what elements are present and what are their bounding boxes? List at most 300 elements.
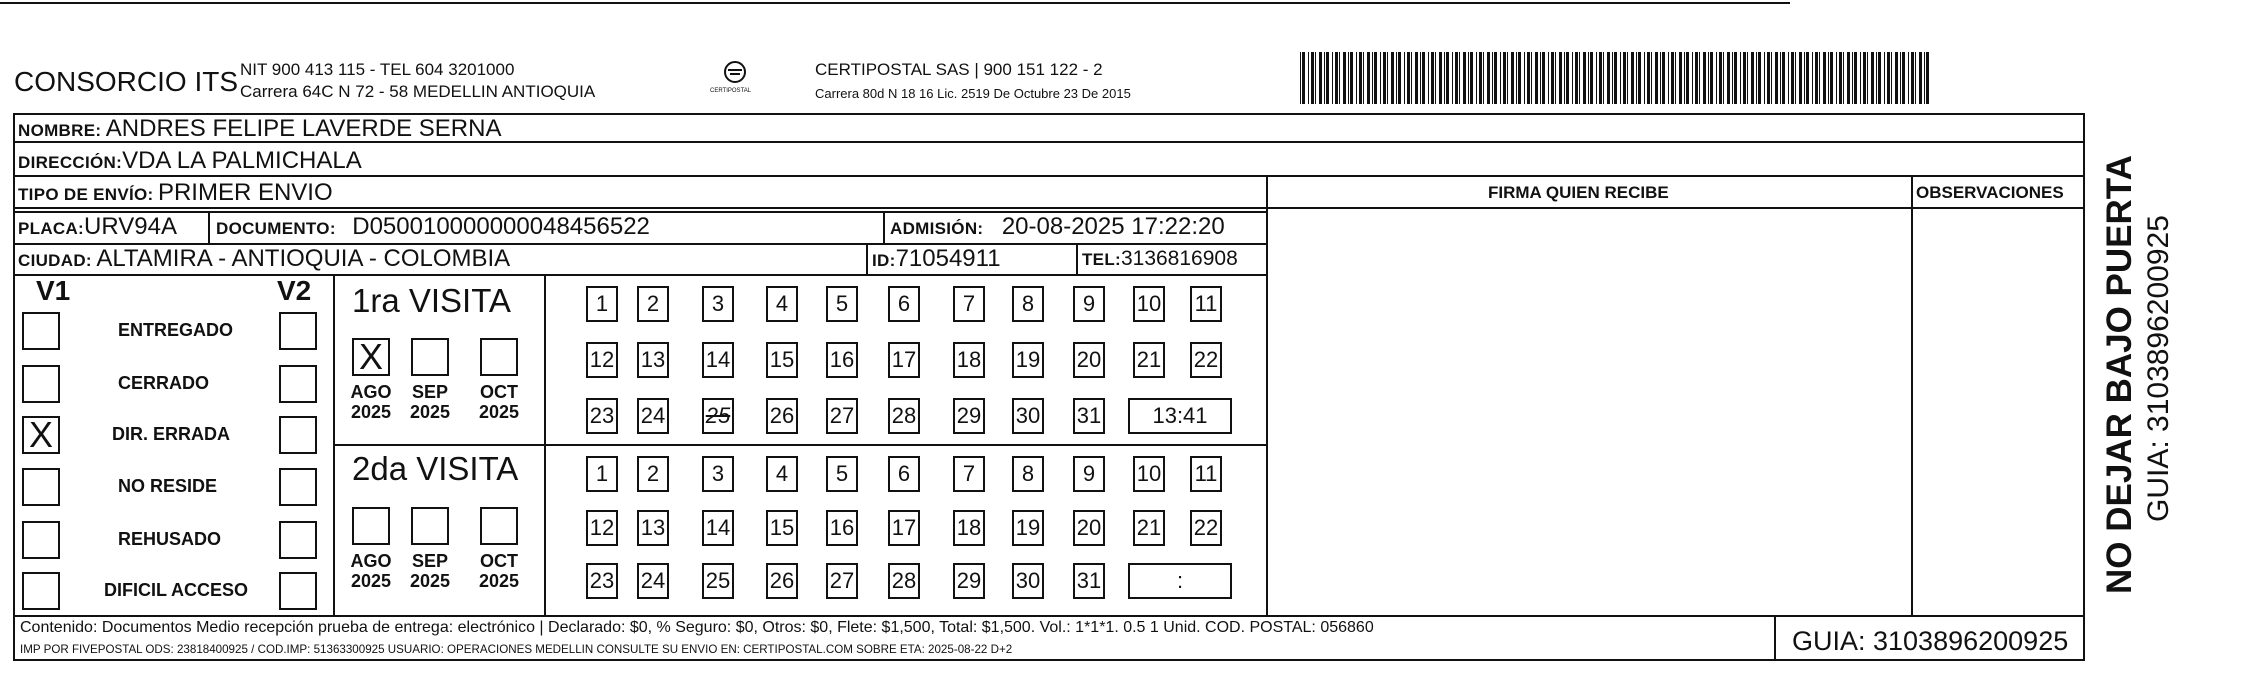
barcode-bar: [1579, 52, 1580, 104]
barcode-bar: [1551, 52, 1554, 104]
placa-divider: [208, 211, 210, 243]
barcode-bar: [1854, 52, 1857, 104]
barcode-bar: [1542, 52, 1545, 104]
barcode-bar: [1511, 52, 1514, 104]
tel-divider: [1076, 243, 1078, 274]
documento-cell: [216, 213, 650, 241]
day-cell[interactable]: 5: [826, 456, 858, 492]
barcode-bar: [1308, 52, 1309, 104]
barcode-bar: [1428, 52, 1429, 104]
day-cell[interactable]: 11: [1190, 286, 1222, 322]
visit2-title: 2da VISITA: [352, 450, 519, 487]
day-cell[interactable]: 16: [826, 342, 858, 378]
barcode-bar: [1812, 52, 1813, 104]
day-cell[interactable]: 28: [888, 563, 920, 599]
day-cell[interactable]: 26: [766, 563, 798, 599]
day-cell[interactable]: 3: [702, 286, 734, 322]
day-cell[interactable]: 25: [702, 398, 734, 434]
obs-left-border: [1911, 175, 1913, 615]
day-cell[interactable]: 9: [1073, 456, 1105, 492]
time-field[interactable]: :: [1128, 563, 1232, 599]
direccion-value: VDA LA PALMICHALA: [122, 147, 362, 174]
v1-label: V1: [36, 275, 71, 306]
admision-value: 20-08-2025 17:22:20: [1001, 213, 1225, 240]
barcode-bar: [1815, 52, 1818, 104]
barcode-bar: [1396, 52, 1397, 104]
barcode-bar: [1647, 52, 1650, 104]
nombre-value: ANDRES FELIPE LAVERDE SERNA: [105, 115, 502, 142]
barcode-bar: [1398, 52, 1401, 104]
barcode-bar: [1404, 52, 1405, 104]
tipo-label: TIPO DE ENVÍO:: [18, 185, 154, 204]
admision-divider: [883, 211, 885, 243]
barcode-bar: [1483, 52, 1484, 104]
side-guia: GUIA: 3103896200925: [2142, 215, 2175, 522]
tel-value: 3136816908: [1120, 247, 1238, 270]
barcode-bar: [1782, 52, 1785, 104]
placa-cell: [18, 213, 177, 241]
day-cell[interactable]: 22: [1190, 510, 1222, 546]
day-cell[interactable]: 19: [1012, 342, 1044, 378]
day-cell[interactable]: 8: [1012, 456, 1044, 492]
day-cell[interactable]: 15: [766, 510, 798, 546]
barcode-bar: [1908, 52, 1909, 104]
barcode-bar: [1452, 52, 1453, 104]
documento-value: D050010000000048456522: [352, 213, 650, 240]
barcode-bar: [1732, 52, 1733, 104]
v2-checkbox[interactable]: [279, 468, 317, 506]
barcode-bar: [1887, 52, 1890, 104]
month-name: AGO: [350, 382, 392, 402]
barcode-bar: [1876, 52, 1877, 104]
company-address: Carrera 64C N 72 - 58 MEDELLIN ANTIOQUIA: [240, 82, 596, 101]
v1-checkbox[interactable]: X: [22, 416, 60, 454]
barcode-bar: [1699, 52, 1700, 104]
day-cell[interactable]: 24: [637, 398, 669, 434]
barcode-bar: [1356, 52, 1357, 104]
v2-checkbox[interactable]: [279, 572, 317, 610]
barcode-bar: [1383, 52, 1386, 104]
barcode-bar: [1692, 52, 1693, 104]
barcode-bar: [1335, 52, 1338, 104]
day-cell[interactable]: 15: [766, 342, 798, 378]
month-checkbox[interactable]: [480, 338, 518, 376]
month-name: OCT: [480, 551, 518, 571]
day-cell[interactable]: 5: [826, 286, 858, 322]
barcode-bar: [1852, 52, 1853, 104]
month-name: SEP: [411, 551, 449, 571]
barcode-bar: [1878, 52, 1881, 104]
month-year: 2025: [350, 571, 392, 591]
placa-value: URV94A: [84, 213, 177, 240]
tipo-value: PRIMER ENVIO: [157, 179, 333, 206]
month-label: [346, 551, 396, 591]
month-checkbox[interactable]: [411, 507, 449, 545]
barcode-bar: [1540, 52, 1541, 104]
v2-checkbox[interactable]: [279, 416, 317, 454]
barcode-bar: [1446, 52, 1449, 104]
day-cell[interactable]: 2: [637, 456, 669, 492]
barcode-bar: [1455, 52, 1458, 104]
barcode-bar: [1836, 52, 1837, 104]
barcode-bar: [1791, 52, 1794, 104]
logo-caption: CERTIPOSTAL: [710, 88, 752, 94]
month-year: 2025: [409, 571, 451, 591]
day-cell[interactable]: 27: [826, 398, 858, 434]
barcode-bar: [1468, 52, 1469, 104]
day-cell[interactable]: 4: [766, 456, 798, 492]
company-name: CONSORCIO ITS: [14, 66, 239, 97]
barcode-bar: [1548, 52, 1549, 104]
day-cell[interactable]: 12: [586, 510, 618, 546]
barcode-bar: [1343, 52, 1346, 104]
month-checkbox[interactable]: [411, 338, 449, 376]
barcode-bar: [1751, 52, 1754, 104]
barcode-bar: [1518, 52, 1521, 104]
barcode-bar: [1915, 52, 1916, 104]
barcode-bar: [1780, 52, 1781, 104]
barcode-bar: [1326, 52, 1329, 104]
barcode-bar: [1636, 52, 1637, 104]
month-checkbox[interactable]: [480, 507, 518, 545]
barcode-bar: [1895, 52, 1898, 104]
month-name: OCT: [480, 382, 518, 402]
barcode-bar: [1631, 52, 1634, 104]
barcode-bar: [1444, 52, 1445, 104]
day-cell[interactable]: 10: [1133, 286, 1165, 322]
barcode-bar: [1302, 52, 1305, 104]
day-cell[interactable]: 2: [637, 286, 669, 322]
company-nit: NIT 900 413 115 - TEL 604 3201000: [240, 60, 515, 79]
v1-checkbox[interactable]: [22, 468, 60, 506]
barcode-bar: [1804, 52, 1805, 104]
barcode-bar: [1596, 52, 1597, 104]
tipo-row: [18, 179, 333, 207]
barcode-bar: [1507, 52, 1508, 104]
day-cell[interactable]: 9: [1073, 286, 1105, 322]
barcode-bar: [1703, 52, 1706, 104]
certipostal-address: Carrera 80d N 18 16 Lic. 2519 De Octubre 23 De 2015: [815, 86, 1131, 101]
footer-content: Contenido: Documentos Medio recepción prueba de entrega: electrónico | Declarado: $0, % Seguro: $0, Otros: $0, Flete: $1,500, Total: $1,500. Vol.: 1*1*1. 0.5 1 Unid. COD. POSTAL: 056860: [20, 619, 1374, 636]
barcode-bar: [1771, 52, 1772, 104]
barcode-bar: [1527, 52, 1530, 104]
status-label: CERRADO: [118, 373, 210, 393]
barcode-bar: [1531, 52, 1532, 104]
barcode-bar: [1348, 52, 1349, 104]
barcode-bar: [1623, 52, 1626, 104]
barcode-bar: [1911, 52, 1914, 104]
month-label: [474, 382, 524, 422]
barcode-bar: [1535, 52, 1538, 104]
day-cell[interactable]: 1: [586, 456, 618, 492]
v1-checkbox[interactable]: [22, 365, 60, 403]
barcode-bar: [1679, 52, 1682, 104]
day-cell[interactable]: 6: [888, 456, 920, 492]
barcode-bar: [1524, 52, 1525, 104]
day-cell[interactable]: 31: [1073, 563, 1105, 599]
day-cell[interactable]: 14: [702, 342, 734, 378]
barcode-bar: [1363, 52, 1364, 104]
month-year: 2025: [478, 402, 520, 422]
barcode-bar: [1900, 52, 1901, 104]
day-cell[interactable]: 12: [586, 342, 618, 378]
barcode-bar: [1708, 52, 1709, 104]
barcode-bar: [1559, 52, 1562, 104]
day-cell[interactable]: 17: [888, 342, 920, 378]
barcode-bar: [1795, 52, 1796, 104]
barcode-bar: [1411, 52, 1412, 104]
barcode-bar: [1359, 52, 1362, 104]
barcode-bar: [1638, 52, 1641, 104]
barcode-bar: [1620, 52, 1621, 104]
day-cell[interactable]: 19: [1012, 510, 1044, 546]
barcode-bar: [1828, 52, 1829, 104]
day-cell[interactable]: 25: [702, 563, 734, 599]
barcode-bar: [1487, 52, 1490, 104]
documento-label: DOCUMENTO:: [216, 219, 336, 238]
barcode-bar: [1756, 52, 1757, 104]
barcode-bar: [1572, 52, 1573, 104]
barcode-bar: [1686, 52, 1689, 104]
barcode-bar: [1675, 52, 1676, 104]
day-cell[interactable]: 10: [1133, 456, 1165, 492]
month-checkbox[interactable]: [352, 507, 390, 545]
direccion-row: [18, 147, 362, 175]
month-checkbox[interactable]: X: [352, 338, 390, 376]
barcode-bar: [1564, 52, 1565, 104]
day-cell[interactable]: 30: [1012, 563, 1044, 599]
barcode-bar: [1767, 52, 1770, 104]
id-cell: [872, 245, 1001, 273]
day-cell[interactable]: 30: [1012, 398, 1044, 434]
barcode-bar: [1470, 52, 1473, 104]
day-cell[interactable]: 1: [586, 286, 618, 322]
tel-label: TEL:: [1082, 250, 1121, 269]
barcode-bar: [1575, 52, 1578, 104]
barcode-bar: [1860, 52, 1861, 104]
barcode-bar: [1607, 52, 1610, 104]
placa-label: PLACA:: [18, 219, 85, 238]
barcode-bar: [1422, 52, 1425, 104]
admision-label: ADMISIÓN:: [890, 219, 984, 238]
barcode-bar: [1407, 52, 1410, 104]
barcode-bar: [1747, 52, 1748, 104]
tel-cell: [1082, 247, 1238, 271]
barcode-bar: [1819, 52, 1820, 104]
barcode-bar: [1799, 52, 1802, 104]
v1-checkbox[interactable]: [22, 521, 60, 559]
barcode-bar: [1476, 52, 1477, 104]
direccion-label: DIRECCIÓN:: [18, 153, 123, 172]
barcode-bar: [1743, 52, 1746, 104]
day-cell[interactable]: 21: [1133, 510, 1165, 546]
day-cell[interactable]: 13: [637, 342, 669, 378]
barcode-bar: [1590, 52, 1593, 104]
barcode-bar: [1764, 52, 1765, 104]
day-cell[interactable]: 26: [766, 398, 798, 434]
day-cell[interactable]: 28: [888, 398, 920, 434]
id-divider: [866, 243, 868, 274]
side-warning: NO DEJAR BAJO PUERTA: [2100, 155, 2139, 594]
day-cell[interactable]: 11: [1190, 456, 1222, 492]
v2-checkbox[interactable]: [279, 521, 317, 559]
barcode-bar: [1315, 52, 1316, 104]
barcode: [1300, 52, 1935, 104]
barcode-bar: [1387, 52, 1388, 104]
row-divider: [13, 207, 2085, 209]
day-cell[interactable]: 13: [637, 510, 669, 546]
barcode-bar: [1723, 52, 1724, 104]
admision-cell: [890, 213, 1225, 241]
day-cell[interactable]: 22: [1190, 342, 1222, 378]
day-cell[interactable]: 14: [702, 510, 734, 546]
barcode-bar: [1516, 52, 1517, 104]
barcode-bar: [1588, 52, 1589, 104]
barcode-bar: [1719, 52, 1722, 104]
barcode-bar: [1660, 52, 1661, 104]
barcode-bar: [1459, 52, 1460, 104]
day-cell[interactable]: 31: [1073, 398, 1105, 434]
barcode-bar: [1339, 52, 1340, 104]
barcode-bar: [1614, 52, 1617, 104]
barcode-bar: [1758, 52, 1761, 104]
day-cell[interactable]: 29: [953, 563, 985, 599]
barcode-bar: [1716, 52, 1717, 104]
barcode-bar: [1847, 52, 1850, 104]
day-cell[interactable]: 20: [1073, 510, 1105, 546]
barcode-bar: [1924, 52, 1925, 104]
day-cell[interactable]: 6: [888, 286, 920, 322]
observaciones-label: OBSERVACIONES: [1916, 183, 2064, 202]
status-label: DIR. ERRADA: [112, 424, 231, 444]
month-label: [405, 551, 455, 591]
barcode-bar: [1710, 52, 1713, 104]
day-cell[interactable]: 24: [637, 563, 669, 599]
barcode-bar: [1843, 52, 1844, 104]
day-cell[interactable]: 23: [586, 563, 618, 599]
barcode-bar: [1926, 52, 1929, 104]
barcode-bar: [1884, 52, 1885, 104]
day-cell[interactable]: 21: [1133, 342, 1165, 378]
day-cell[interactable]: 29: [953, 398, 985, 434]
barcode-bar: [1727, 52, 1730, 104]
visit-divider: [333, 444, 1267, 446]
nombre-label: NOMBRE:: [18, 121, 102, 140]
day-cell[interactable]: 17: [888, 510, 920, 546]
barcode-bar: [1555, 52, 1556, 104]
barcode-bar: [1324, 52, 1325, 104]
visit1-title: 1ra VISITA: [352, 282, 511, 319]
v1-checkbox[interactable]: [22, 572, 60, 610]
barcode-bar: [1644, 52, 1645, 104]
barcode-bar: [1500, 52, 1501, 104]
barcode-bar: [1463, 52, 1466, 104]
month-name: AGO: [350, 551, 392, 571]
barcode-bar: [1612, 52, 1613, 104]
barcode-bar: [1668, 52, 1669, 104]
id-label: ID:: [872, 251, 896, 270]
month-label: [474, 551, 524, 591]
barcode-bar: [1603, 52, 1604, 104]
day-cell[interactable]: 4: [766, 286, 798, 322]
month-label: [346, 382, 396, 422]
barcode-bar: [1651, 52, 1652, 104]
day-cell[interactable]: 18: [953, 510, 985, 546]
barcode-bar: [1734, 52, 1737, 104]
barcode-bar: [1788, 52, 1789, 104]
barcode-bar: [1439, 52, 1442, 104]
ciudad-cell: [18, 245, 510, 273]
row-divider: [13, 274, 1267, 276]
barcode-bar: [1494, 52, 1497, 104]
barcode-bar: [1435, 52, 1436, 104]
barcode-bar: [1919, 52, 1922, 104]
barcode-bar: [1391, 52, 1394, 104]
month-name: SEP: [411, 382, 449, 402]
barcode-bar: [1492, 52, 1493, 104]
day-cell[interactable]: 16: [826, 510, 858, 546]
barcode-bar: [1319, 52, 1322, 104]
barcode-bar: [1431, 52, 1434, 104]
v1-checkbox[interactable]: [22, 312, 60, 350]
day-cell[interactable]: 18: [953, 342, 985, 378]
status-label: REHUSADO: [118, 529, 222, 549]
barcode-bar: [1415, 52, 1418, 104]
certipostal-company: CERTIPOSTAL SAS | 900 151 122 - 2: [815, 60, 1103, 79]
barcode-bar: [1775, 52, 1778, 104]
footer-print-info: IMP POR FIVEPOSTAL ODS: 23818400925 / COD.IMP: 51363300925 USUARIO: OPERACIONES MEDELLIN CONSULTE SU ENVIO EN: CERTIPOSTAL.COM SOBRE ETA: 2025-08-22 D+2: [20, 643, 1013, 656]
day-cell[interactable]: 8: [1012, 286, 1044, 322]
barcode-bar: [1902, 52, 1905, 104]
barcode-bar: [1374, 52, 1377, 104]
barcode-bar: [1300, 52, 1301, 104]
barcode-bar: [1372, 52, 1373, 104]
v2-checkbox[interactable]: [279, 365, 317, 403]
barcode-bar: [1891, 52, 1892, 104]
barcode-bar: [1871, 52, 1874, 104]
status-label: ENTREGADO: [118, 320, 234, 340]
month-label: [405, 382, 455, 422]
barcode-bar: [1839, 52, 1842, 104]
status-label: DIFICIL ACCESO: [104, 580, 249, 600]
barcode-bar: [1662, 52, 1665, 104]
firma-label: FIRMA QUIEN RECIBE: [1488, 183, 1669, 202]
barcode-bar: [1684, 52, 1685, 104]
barcode-bar: [1583, 52, 1586, 104]
day-cell[interactable]: 23: [586, 398, 618, 434]
barcode-bar: [1830, 52, 1833, 104]
barcode-bar: [1655, 52, 1658, 104]
barcode-bar: [1823, 52, 1826, 104]
v2-checkbox[interactable]: [279, 312, 317, 350]
day-cell[interactable]: 3: [702, 456, 734, 492]
barcode-bar: [1671, 52, 1674, 104]
top-rule: [0, 2, 1790, 4]
day-cell[interactable]: 7: [953, 286, 985, 322]
barcode-bar: [1566, 52, 1569, 104]
barcode-bar: [1863, 52, 1866, 104]
barcode-bar: [1806, 52, 1809, 104]
ciudad-label: CIUDAD:: [18, 251, 92, 270]
day-cell[interactable]: 27: [826, 563, 858, 599]
id-value: 71054911: [895, 245, 1001, 272]
footer-guia-divider: [1774, 615, 1776, 661]
barcode-bar: [1311, 52, 1314, 104]
day-cell[interactable]: 7: [953, 456, 985, 492]
barcode-bar: [1599, 52, 1602, 104]
time-field[interactable]: 13:41: [1128, 398, 1232, 434]
day-cell[interactable]: 20: [1073, 342, 1105, 378]
